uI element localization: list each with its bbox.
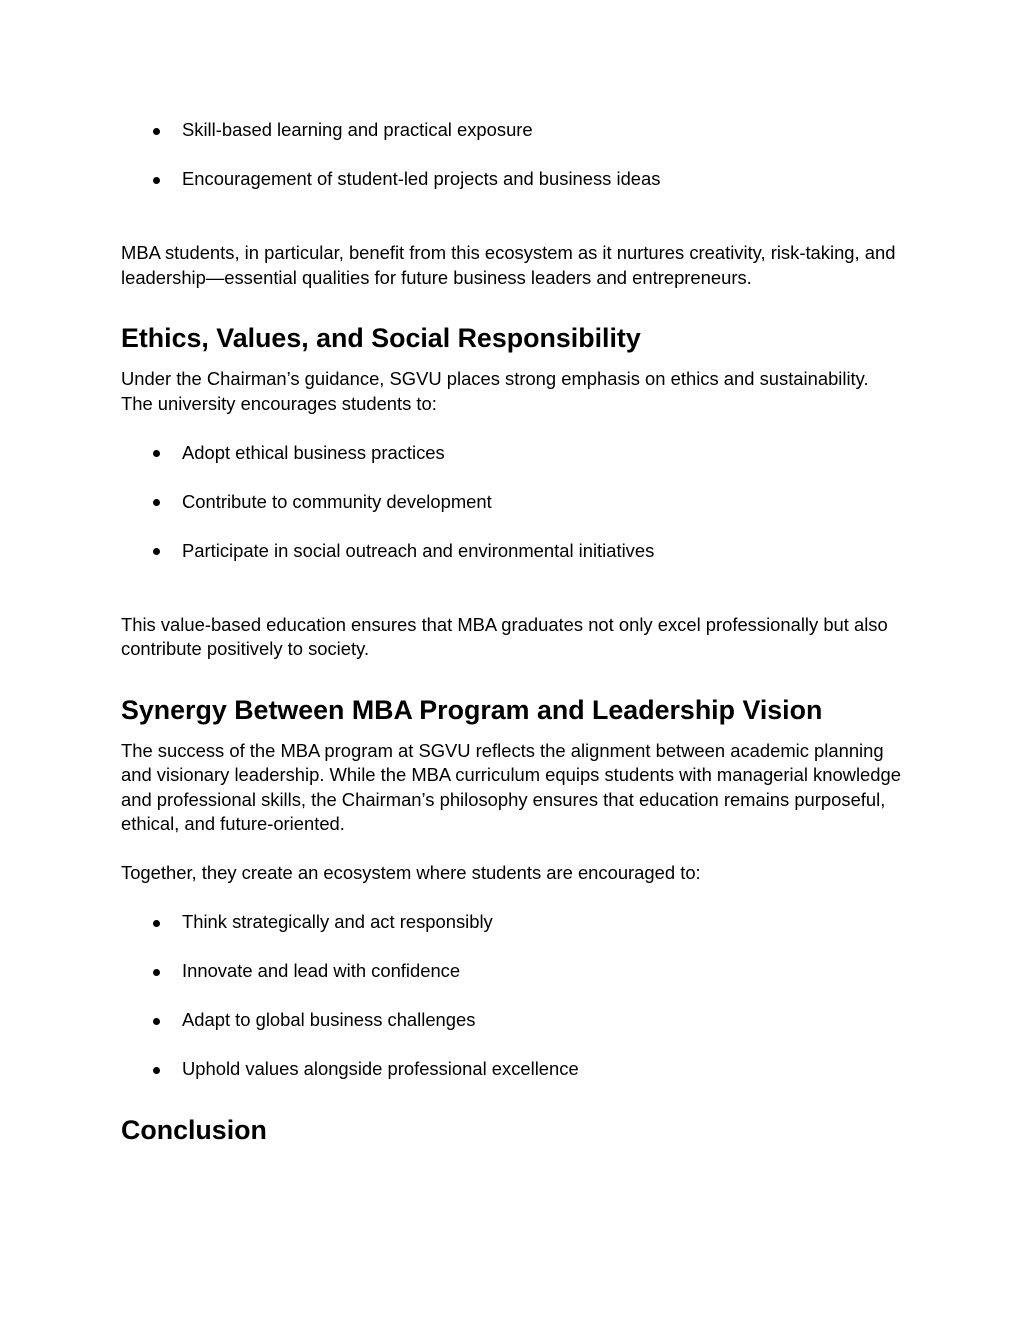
paragraph-together: Together, they create an ecosystem where students are encouraged to: [121,862,701,883]
bullet-icon [153,128,160,135]
bullet-list-ecosystem [121,118,903,192]
paragraph-chairman-guidance: Under the Chairman’s guidance, SGVU places strong emphasis on ethics and sustainability. The university encourages students to: [121,368,869,414]
bullet-icon [153,1067,160,1074]
list-item-text: Participate in social outreach and environmental initiatives [182,539,655,561]
bullet-icon [153,920,160,927]
list-item [121,1008,903,1033]
paragraph-mba-success: The success of the MBA program at SGVU reflects the alignment between academic planning and visionary leadership. While the MBA curriculum equips students with managerial knowledge and professional skills, the Chairman’s philosophy ensures that education remains purposeful, ethical, and future-oriented. [121,739,901,834]
list-item [121,910,903,935]
list-item [121,490,903,515]
list-item-text: Adapt to global business challenges [182,1009,476,1030]
list-item-text: Uphold values alongside professional excellence [182,1058,579,1079]
list-item [121,539,903,564]
list-item-text: Encouragement of student-led projects and business ideas [182,168,661,189]
bullet-list-encouraged [121,910,903,1082]
list-item [121,959,903,984]
list-item [121,167,903,192]
heading-synergy: Synergy Between MBA Program and Leadership Vision [121,694,823,725]
list-item [121,118,903,143]
list-item [121,1057,903,1082]
heading-ethics-values: Ethics, Values, and Social Responsibility [121,323,641,353]
bullet-icon [153,450,160,457]
bullet-icon [153,1018,160,1025]
paragraph-value-based-education: This value-based education ensures that MBA graduates not only excel professionally but also contribute positively to society. [121,613,888,659]
paragraph-mba-students: MBA students, in particular, benefit from this ecosystem as it nurtures creativity, risk-taking, and leadership—essential qualities for future business leaders and entrepreneurs. [121,242,896,288]
bullet-icon [153,499,160,506]
list-item-text: Adopt ethical business practices [182,441,445,463]
bullet-list-ethics [121,441,903,564]
heading-conclusion: Conclusion [121,1114,267,1145]
bullet-icon [153,177,160,184]
list-item-text: Contribute to community development [182,490,492,512]
list-item-text: Think strategically and act responsibly [182,911,493,932]
bullet-icon [153,969,160,976]
list-item-text: Innovate and lead with confidence [182,960,461,981]
list-item [121,441,903,466]
list-item-text: Skill-based learning and practical exposure [182,119,533,140]
bullet-icon [153,548,160,555]
